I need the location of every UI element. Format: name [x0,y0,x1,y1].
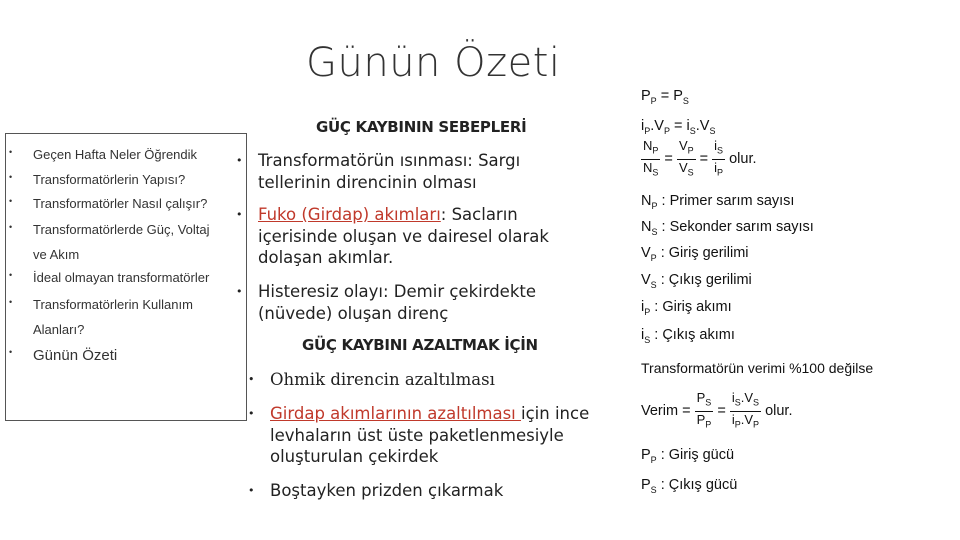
bullet-item: • Histeresiz olayı: Demir çekirdekte (nüvede) oluşan direnç [236,282,537,323]
eddy-reduction-link[interactable]: Girdap akımlarının azaltılması [270,404,522,423]
is-definition: $i_S$ : Çıkış akımı [641,327,735,345]
ip-definition: $i_P$ : Giriş akımı [641,299,732,317]
bullet-icon: • [9,222,13,232]
bullet-item: • Ohmik direncin azaltılması [248,370,495,389]
bullet-icon: • [248,484,255,497]
vs-definition: $V_S$ : Çıkış gerilimi [641,272,752,290]
formula-panel [635,80,945,500]
vp-definition: $V_P$ : Giriş gerilimi [641,245,749,263]
bullet-item: • Girdap akımlarının azaltılması için ince levhaların üst üste paketlenmesiyle oluşturulan çekirdek [248,404,590,466]
bullet-icon: • [9,147,13,157]
section-title-loss-reduction: GÜÇ KAYBINI AZALTMAK İÇİN [302,336,538,354]
section-title-loss-causes: GÜÇ KAYBININ SEBEPLERİ [316,118,527,136]
formula-current-voltage: $i_P.V_P = i_S.V_S$ [641,118,716,136]
efficiency-note: Transformatörün verimi %100 değilse [641,360,874,376]
bullet-item: • Transformatörün ısınması: Sargı tellerinin direncinin olması [236,151,521,192]
bullet-item: • Fuko (Girdap) akımları: Sacların içerisinde oluşan ve dairesel olarak dolaşan akımlar. [236,205,549,267]
ps-definition: $P_S$ : Çıkış gücü [641,477,738,495]
bullet-icon: • [9,297,13,307]
np-definition: $N_P$ : Primer sarım sayısı [641,193,795,211]
bullet-icon: • [236,285,243,298]
bullet-icon: • [248,373,255,386]
pp-definition: $P_P$ : Giriş gücü [641,447,735,465]
bullet-icon: • [9,172,13,182]
bullet-icon: • [9,196,13,206]
formula-efficiency: Verim = $\frac{P_S}{P_P}$ = $\frac{i_S.V_S}{i_P.V_P}$ olur. [641,390,793,430]
bullet-icon: • [9,347,13,357]
bullet-icon: • [9,270,13,280]
formula-power-equality: $P_P = P_S$ [641,88,689,106]
bullet-icon: • [236,208,243,221]
eddy-current-link[interactable]: Fuko (Girdap) akımları [258,205,441,224]
bullet-icon: • [236,154,243,167]
agenda-box: • Geçen Hafta Neler Öğrendik • Transformatörlerin Yapısı? • Transformatörler Nasıl çalışır? • Transformatörlerde Güç, Voltaj ve Akım • İdeal olmayan transformatörler • Transformatörlerin Kullanım Alanları? • Günün Özeti [5,133,247,421]
formula-ratio: $\frac{N_P}{N_S}$ = $\frac{V_P}{V_S}$ = $\frac{i_S}{i_P}$ olur. [643,138,757,178]
slide-title: Günün Özeti [306,40,561,86]
bullet-item: • Boştayken prizden çıkarmak [248,481,504,500]
ns-definition: $N_S$ : Sekonder sarım sayısı [641,219,814,237]
bullet-icon: • [248,407,255,420]
